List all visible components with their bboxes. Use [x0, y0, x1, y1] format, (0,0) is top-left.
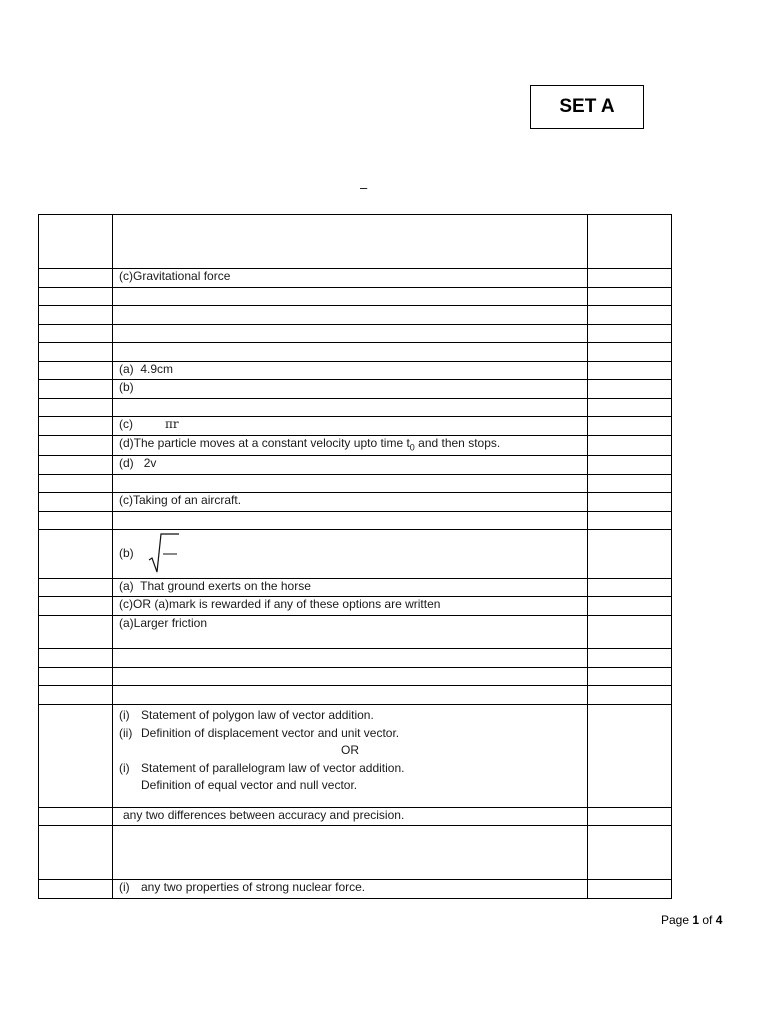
- list-item: (i) Statement of polygon law of vector addition.: [119, 708, 374, 723]
- table-row: [39, 530, 672, 579]
- marking-scheme-table: [38, 214, 672, 899]
- table-row: [39, 493, 672, 512]
- table-row: [39, 288, 672, 306]
- table-row: [39, 399, 672, 417]
- option-label: (d): [119, 456, 134, 471]
- or-separator: OR: [341, 743, 359, 758]
- table-row: [39, 343, 672, 362]
- table-row: [39, 668, 672, 686]
- option-label: (a): [119, 362, 134, 376]
- answer-text: πr: [165, 417, 179, 431]
- list-item: (ii) Definition of displacement vector and unit vector.: [119, 725, 400, 740]
- answer-text: 4.9cm: [140, 362, 174, 376]
- table-row: [39, 325, 672, 343]
- table-row: [39, 380, 672, 399]
- table-row: [39, 597, 672, 616]
- answer-text: any two differences between accuracy and precision.: [123, 808, 405, 823]
- square-root-icon: [147, 530, 181, 578]
- list-number: (i): [119, 880, 130, 895]
- subscript: 0: [409, 442, 415, 453]
- table-row: [39, 306, 672, 325]
- table-row: [39, 456, 672, 475]
- table-row: [39, 417, 672, 436]
- table-row: [39, 826, 672, 880]
- option-label: (b): [119, 546, 134, 561]
- answer-text: (c)Taking of an aircraft.: [119, 493, 242, 508]
- table-row: [39, 616, 672, 649]
- answer-text: 2v: [143, 456, 157, 471]
- answer-text: (d)The particle moves at a constant velocity upto time t: [119, 436, 410, 450]
- table-row: [39, 512, 672, 530]
- set-label: SET A: [559, 96, 615, 117]
- option-label: (b): [119, 380, 134, 394]
- table-row: [39, 362, 672, 380]
- table-row: [39, 705, 672, 808]
- table-row: [39, 686, 672, 705]
- table-row: [39, 269, 672, 288]
- option-label: (c): [119, 417, 133, 431]
- table-row: [39, 880, 672, 899]
- set-label-box: [530, 85, 644, 129]
- header-dash: –: [360, 180, 368, 195]
- table-row: [39, 215, 672, 269]
- table-row: [39, 649, 672, 668]
- answer-text: (c)Gravitational force: [119, 269, 231, 283]
- list-item: (i) Statement of parallelogram law of vector addition.: [119, 760, 405, 775]
- list-item: Definition of equal vector and null vector.: [141, 778, 358, 793]
- answer-text: and then stops.: [414, 436, 501, 450]
- page-number: Page 1 of 4: [661, 913, 723, 927]
- option-label: (a): [119, 579, 134, 594]
- answer-text: That ground exerts on the horse: [140, 579, 311, 594]
- table-row: [39, 475, 672, 493]
- table-row: [39, 436, 672, 456]
- table-row: [39, 579, 672, 597]
- answer-text: any two properties of strong nuclear force.: [141, 880, 366, 895]
- answer-text: (a)Larger friction: [119, 616, 208, 631]
- table-row: [39, 808, 672, 826]
- answer-text: (c)OR (a)mark is rewarded if any of these options are written: [119, 597, 441, 612]
